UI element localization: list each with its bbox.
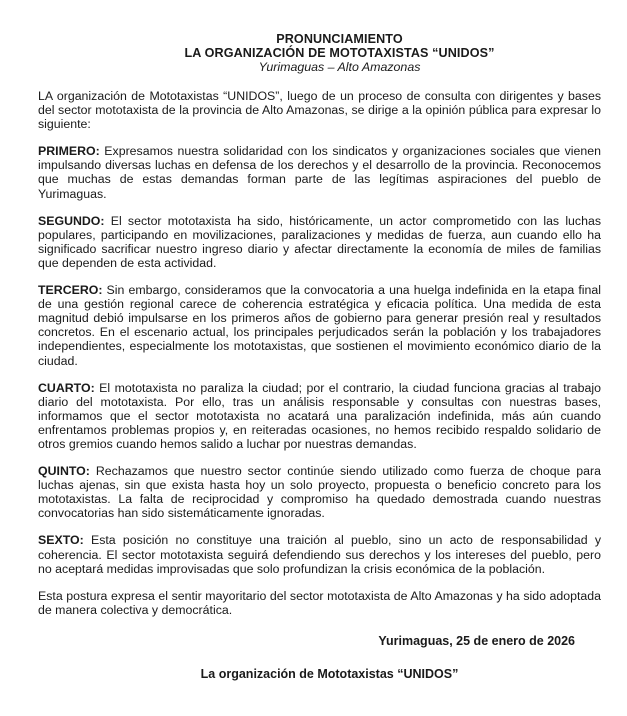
point-text: Expresamos nuestra solidaridad con los sindicatos y organizaciones sociales que vienen impulsando diversas luchas en defensa de los derechos y el desarrollo de la provincia. Reconocemos que muchas de estas demandas forman parte de las legítimas aspiraciones del pueblo de Yurimaguas. xyxy=(38,144,601,201)
point-quinto xyxy=(38,464,601,520)
organization-heading: LA ORGANIZACIÓN DE MOTOTAXISTAS “UNIDOS” xyxy=(184,46,495,60)
document-header xyxy=(78,32,601,75)
point-segundo xyxy=(38,214,601,270)
point-cuarto xyxy=(38,381,601,451)
document-signature: La organización de Mototaxistas “UNIDOS” xyxy=(200,666,459,681)
point-lead: PRIMERO: xyxy=(38,144,100,159)
point-text: Esta posición no constituye una traición al pueblo, sino un acto de responsabilidad y coherencia. El sector mototaxista seguirá defendiendo sus derechos y los intereses del pueblo, pero no aceptará medidas improvisadas que solo profundizan la crisis económica de la población. xyxy=(38,533,601,576)
point-sexto xyxy=(38,533,601,575)
intro-paragraph: LA organización de Mototaxistas “UNIDOS”, luego de un proceso de consulta con dirigentes y bases del sector mototaxista de la provincia de Alto Amazonas, se dirige a la opinión pública para expresar lo siguiente: xyxy=(38,89,601,132)
point-text: Rechazamos que nuestro sector continúe siendo utilizado como fuerza de choque para luchas ajenas, sin que exista hasta hoy un solo proyecto, propuesta o beneficio concreto para los mototaxistas. La falta de reciprocidad y compromiso ha quedado demostrada cuando nuestras convocatorias han sido sistemáticamente ignoradas. xyxy=(38,464,601,521)
point-primero xyxy=(38,144,601,200)
point-lead: CUARTO: xyxy=(38,380,95,395)
point-text: Sin embargo, consideramos que la convocatoria a una huelga indefinida en la etapa final de una gestión regional carece de coherencia estratégica y eficacia política. Una medida de esta magnitud debió impulsarse en los primeros años de gobierno para generar presión real y resultados concretos. En el escenario actual, los principales perjudicados serán la población y los trabajadores independientes, especialmente los mototaxistas, que sostienen el movimiento económico diario de la ciudad. xyxy=(38,283,601,368)
point-text: El mototaxista no paraliza la ciudad; por el contrario, la ciudad funciona gracias al trabajo diario del mototaxista. Por ello, tras un análisis responsable y consultas con nuestras bases, informamos que el sector mototaxista no acatará una paralización indefinida, más aún cuando enfrentamos problemas propios y, en reiteradas ocasiones, no hemos recibido respaldo solidario de otros gremios cuando hemos salido a luchar por nuestras demandas. xyxy=(38,380,601,451)
point-lead: TERCERO: xyxy=(38,283,103,298)
point-text: El sector mototaxista ha sido, históricamente, un actor comprometido con las luchas populares, participando en movilizaciones, paralizaciones y medidas de fuerza, aun cuando ello ha significado sacrificar nuestro ingreso diario y afectar directamente la economía de miles de familias que dependen de esta actividad. xyxy=(38,213,601,270)
point-lead: QUINTO: xyxy=(38,464,90,479)
closing-paragraph: Esta postura expresa el sentir mayoritario del sector mototaxista de Alto Amazonas y ha sido adoptada de manera colectiva y democrática. xyxy=(38,588,601,617)
document-title: PRONUNCIAMIENTO xyxy=(276,32,403,46)
point-tercero xyxy=(38,283,601,368)
point-lead: SEXTO: xyxy=(38,533,84,548)
document-body xyxy=(38,89,601,617)
document-date: Yurimaguas, 25 de enero de 2026 xyxy=(378,633,575,648)
point-lead: SEGUNDO: xyxy=(38,213,105,228)
location-subtitle: Yurimaguas – Alto Amazonas xyxy=(258,60,421,74)
